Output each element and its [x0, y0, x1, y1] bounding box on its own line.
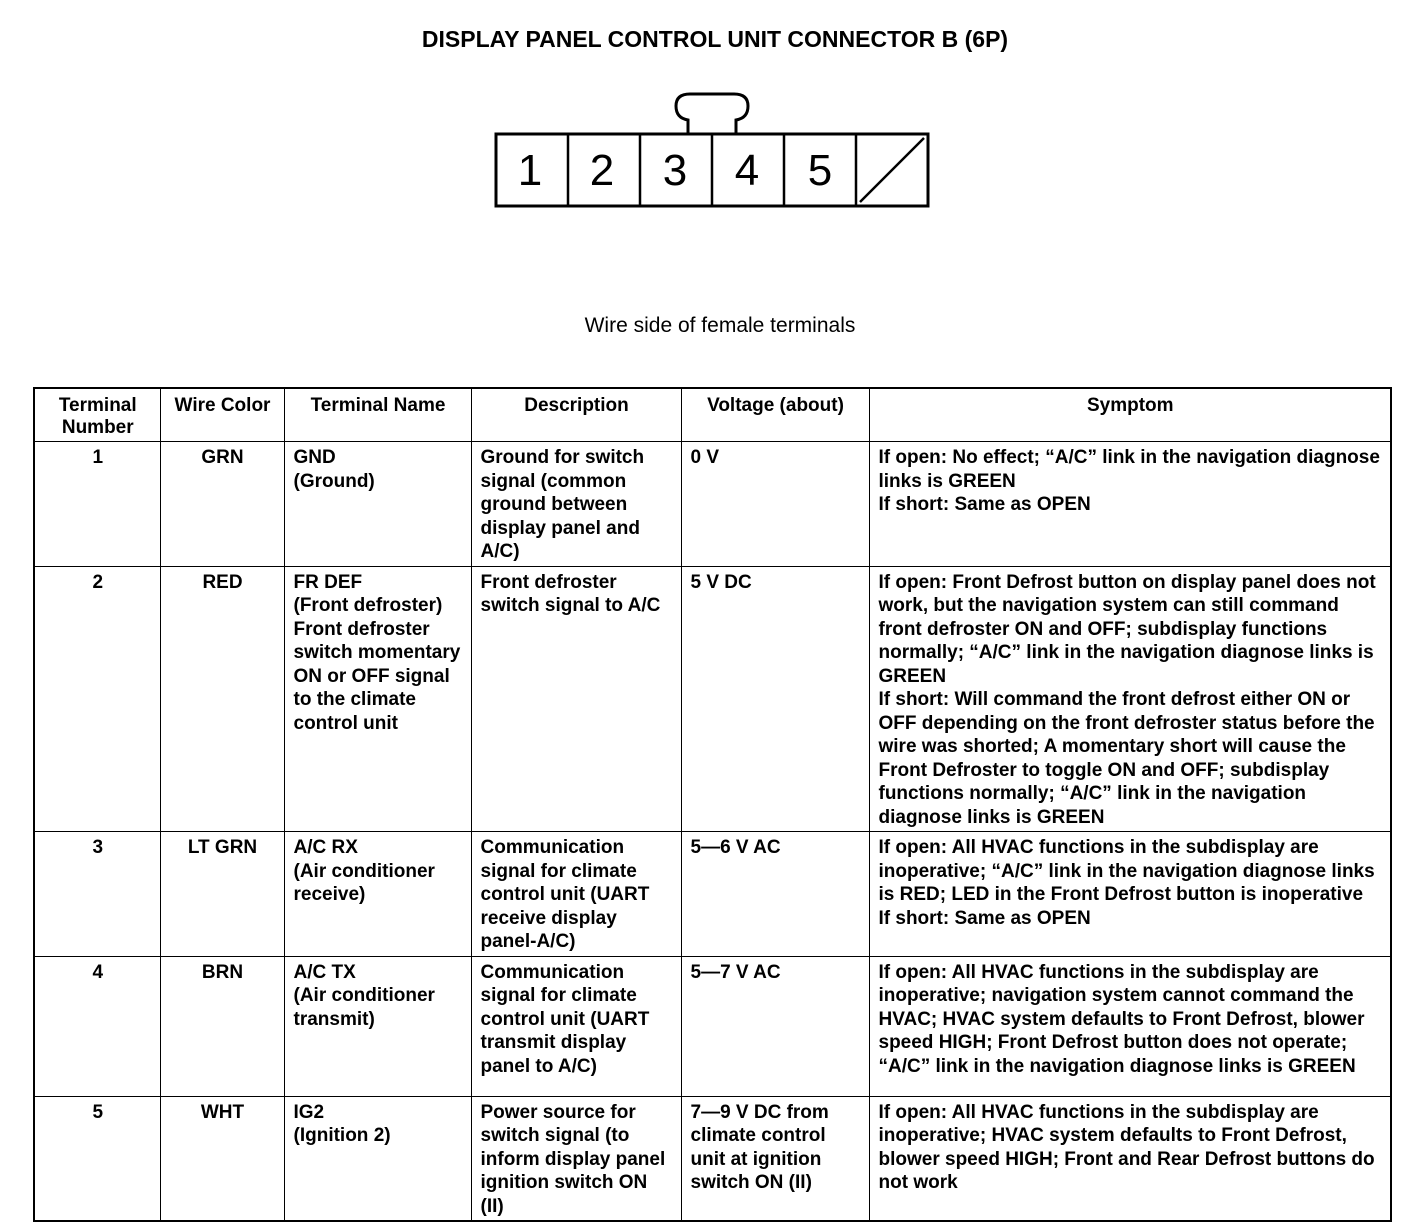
table-row [34, 1096, 1391, 1221]
terminal-name-detail: (Ground) [293, 470, 375, 492]
wire-color-cell: RED [160, 566, 284, 832]
terminal-name-cell [284, 1096, 471, 1221]
wire-color-cell: LT GRN [160, 832, 284, 957]
symptom-short: If short: Same as OPEN [878, 494, 1091, 515]
symptom-open: If open: All HVAC functions in the subdisplay are inoperative; HVAC system defaults to Front Defrost, blower speed HIGH; Front and Rear Defrost buttons do not work [878, 1101, 1375, 1193]
terminal-name: A/C TX [293, 961, 356, 983]
symptom-cell [869, 1096, 1391, 1221]
locking-tab [676, 94, 748, 134]
description-cell: Front defroster switch signal to A/C [471, 566, 681, 832]
voltage-cell: 0 V [681, 442, 869, 567]
wire-color-cell: WHT [160, 1096, 284, 1221]
terminal-name: FR DEF [293, 571, 363, 593]
table-row [34, 566, 1391, 832]
table-row [34, 956, 1391, 1096]
terminal-name: A/C RX [293, 837, 358, 858]
page-title: DISPLAY PANEL CONTROL UNIT CONNECTOR B (6P) [421, 26, 1009, 52]
view-caption: Wire side of female terminals [584, 314, 856, 337]
terminal-name-cell [284, 442, 471, 567]
connector-pin-2: 2 [589, 146, 615, 195]
pinout-table [33, 387, 1392, 1222]
description-cell: Ground for switch signal (common ground between display panel and A/C) [471, 442, 681, 567]
symptom-short: If short: Will command the front defrost either ON or OFF depending on the front defroster status before the wire was shorted; A momentary short will cause the Front Defroster to toggle ON and OFF; subdisplay functions normally; “A/C” link in the navigation diagnose links is GREEN [878, 689, 1375, 828]
description-cell: Communication signal for climate control unit (UART receive display panel-A/C) [471, 832, 681, 957]
symptom-cell [869, 832, 1391, 957]
terminal-name-detail: (Front defroster) Front defroster switch momentary ON or OFF signal to the climate control unit [293, 595, 461, 734]
header-voltage: Voltage (about) [681, 388, 869, 442]
header-description: Description [471, 388, 681, 442]
symptom-cell [869, 566, 1391, 832]
connector-pin-3: 3 [662, 146, 688, 195]
symptom-open: If open: No effect; “A/C” link in the navigation diagnose links is GREEN [878, 447, 1380, 492]
symptom-open: If open: All HVAC functions in the subdisplay are inoperative; “A/C” link in the navigation diagnose links is RED; LED in the Front Defrost button is inoperative [878, 837, 1375, 905]
connector-pin-5: 5 [807, 146, 833, 195]
voltage-cell: 5 V DC [681, 566, 869, 832]
table-header-row [34, 388, 1391, 442]
symptom-cell [869, 442, 1391, 567]
wire-color-cell: BRN [160, 956, 284, 1096]
description-cell: Power source for switch signal (to inform display panel ignition switch ON (II) [471, 1096, 681, 1221]
terminal-number-cell: 5 [34, 1096, 160, 1221]
terminal-number-cell: 3 [34, 832, 160, 957]
header-wire-color: Wire Color [160, 388, 284, 442]
symptom-open: If open: All HVAC functions in the subdisplay are inoperative; navigation system cannot command the HVAC; HVAC system defaults to Front Defrost, blower speed HIGH; Front Defrost button does not operate; “A/C” link in the navigation diagnose links is GREEN [878, 961, 1365, 1077]
connector-pin-4: 4 [734, 146, 760, 195]
voltage-cell: 7—9 V DC from climate control unit at ignition switch ON (II) [681, 1096, 869, 1221]
header-terminal-name: Terminal Name [284, 388, 471, 442]
diagonal-slash-icon [860, 138, 924, 202]
connector-pin-1: 1 [517, 146, 543, 195]
symptom-cell [869, 956, 1391, 1096]
symptom-open: If open: Front Defrost button on display panel does not work, but the navigation system can still command front defroster ON and OFF; subdisplay functions normally; “A/C” link in the navigation diagnose links is GREEN [878, 571, 1376, 687]
wire-color-cell: GRN [160, 442, 284, 567]
terminal-name: IG2 [293, 1101, 325, 1123]
terminal-name-detail: (Air conditioner transmit) [293, 985, 435, 1030]
terminal-name-detail: (Air conditioner receive) [293, 860, 435, 905]
connector-diagram [494, 92, 930, 210]
table-row [34, 442, 1391, 567]
terminal-number-cell: 1 [34, 442, 160, 567]
terminal-number-cell: 4 [34, 956, 160, 1096]
terminal-name-detail: (Ignition 2) [293, 1125, 391, 1146]
description-cell: Communication signal for climate control unit (UART transmit display panel to A/C) [471, 956, 681, 1096]
voltage-cell: 5—6 V AC [681, 832, 869, 957]
header-symptom: Symptom [869, 388, 1391, 442]
terminal-name-cell [284, 566, 471, 832]
terminal-number-cell: 2 [34, 566, 160, 832]
table-row [34, 832, 1391, 957]
terminal-name-cell [284, 832, 471, 957]
voltage-cell: 5—7 V AC [681, 956, 869, 1096]
terminal-name-cell [284, 956, 471, 1096]
terminal-name: GND [293, 447, 336, 468]
header-terminal-number: Terminal Number [34, 388, 160, 442]
symptom-short: If short: Same as OPEN [878, 907, 1091, 929]
